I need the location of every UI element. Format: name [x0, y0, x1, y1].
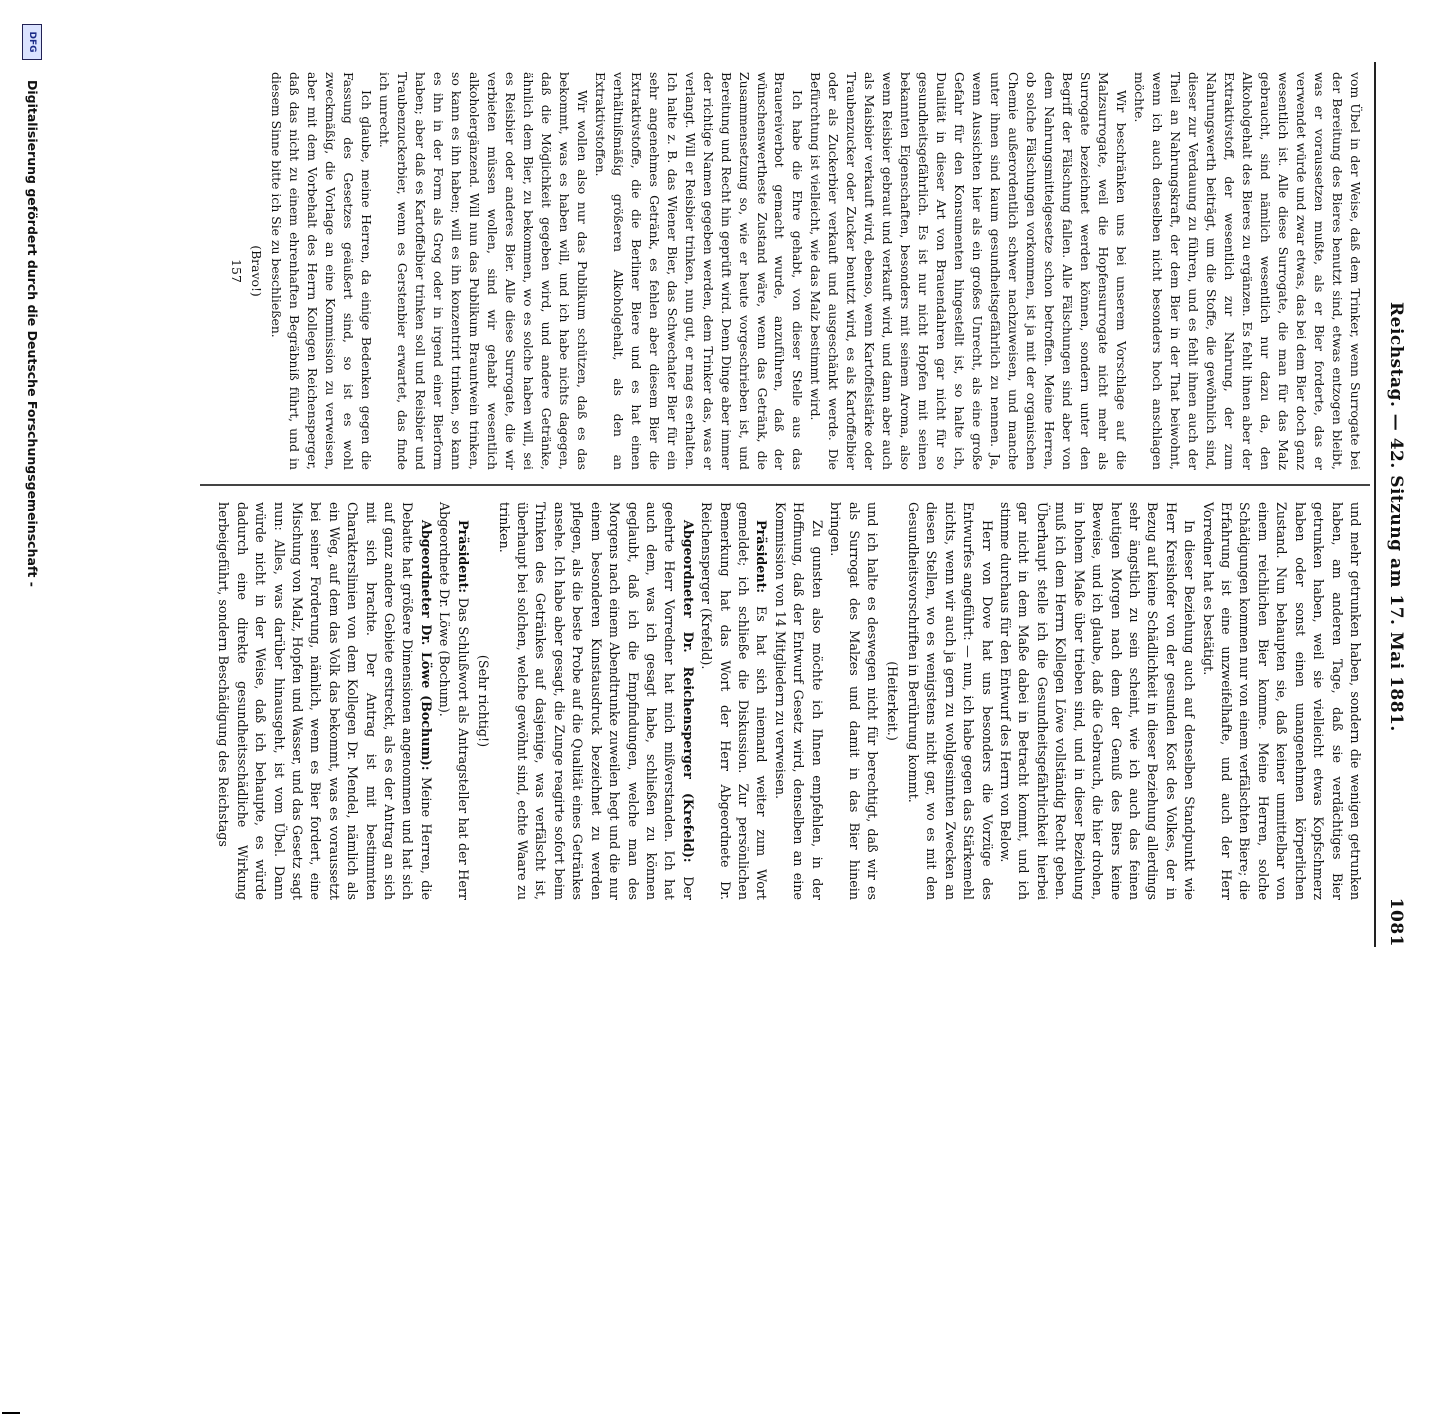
paragraph: Der geehrte Herr Vorredner hat mich mißverstanden. Ich hat auch dem, was ich gesagt habe, schließen zu können geglaubt, daß ich die Empfindungen, welche man des Morgens nach einem Abendtrunke zuweilen hegt und die nur einem besonderen Kunstausdruck bezeichnet zu werden pflegen, als die beste Probe auf die Qualität eines Getränkes ansehe. Ich habe aber gesagt, die Zunge reagirte sofort beim Trinken des Getränkes auf dasjenige, was verfälscht ist, überhaupt bei solchen, welche gewöhnt sind, echte Waare zu trinken.: [496, 502, 696, 900]
header-page-number: 1081: [1386, 897, 1406, 947]
paragraph: und mehr getrunken haben, sondern die wenigen getrunken haben, am anderen Tage, daß sie verdächtiges Bier getrunken haben, weil sie vielleicht etwas Kopfschmerz haben oder sonst einen unangenehmen körperlichen Zustand. Nun behaupten sie, daß keiner unmittelbar von einem reichlichen Bier komme. Meine Herren, solche Schädigungen kommen nur von einem verfälschten Biere; die Erfahrung ist eine unzweifelhafte, und auch der Herr Vorredner hat es bestätigt.: [1200, 502, 1363, 900]
applause-note: (Bravo!): [248, 245, 264, 297]
speaker-label: Abgeordneter Dr. Reichensperger (Krefeld):: [680, 520, 696, 863]
paragraph: Ich habe die Ehre gehabt, von dieser Stelle aus das Brauereiverbot gemacht wurde, anzuführen, daß der wünschenswertheste Zustand wäre, wenn das Getränk, die Zusammensetzung so, wie er heute vorgeschrieben ist, und Bereitung und Recht hin geprüft wird. Denn Dinge aber immer der richtige Namen gegeben werden, dem Trinker das, was er verlangt. Will er Reisbier trinken, nun gut, er mag es erhalten. Ich halte z. B. das Wiener Bier, das Schwechater Bier für ein sehr angenehmes Getränk, es fehlen aber diesem Bier die Extraktivstoffe, die die Berliner Biere und es hat einen verhältnißmäßig größeren Alkoholgehalt, als den an Extraktivstoffen.: [592, 72, 806, 470]
paragraph: Wir wollen also nur das Publikum schützen, daß es das bekommt, was es haben will, und ich habe nichts dagegen, daß die Möglichkeit gegeben wird, und andere Getränke, ähnlich dem Bier, zu bekommen, wo es solche haben will, sei es Reisbier oder anderes Bier. Alle diese Surrogate, die wir verbieten müssen wollen, sind wir gehabt wesentlich alkoholergänzend. Will nun das Publikum Brauntwein trinken, so kann es ihn haben; will es ihn konzentrirt trinken, so kann es ihn in der Form als Grog oder in irgend einer Bierform haben; aber daß es Kartoffelbier trinken soll und Reisbier und Traubenzuckerbier, wenn es Gerstenbier erwartet, das finde ich unrecht.: [376, 72, 590, 470]
speaker-label: Präsident:: [754, 520, 770, 594]
paragraph: Wir beschränken uns bei unserem Vorschlage auf die Malzsurrogate, weil die Hopfensurrogate nicht mehr als Surrogate bezeichnet werden können, sondern unter den Begriff der Fälschung fallen. Alle Fälschungen sind aber von dem Nahrungsmittelgesetze schon betroffen. Meine Herren, ob solche Fälschungen vorkommen, ist ja mit der organischen Chemie außerordentlich schwer nachzuweisen, und manche unter ihnen sind kaum gesundheitsgefährlich zu nennen. Ja, wenn Aussichten hier als ein großes Unrecht, als eine große Gefahr für den Konsumenten hingestellt ist, so halte ich, Dualität in dieser Art von Brauendahren gar nicht für so gesundheitsgefährlich. Es ist nur nicht Hopfen mit seinen bekannten Eigenschaften, besonders mit seinem Aroma, also wenn Reisbier gebraut und verkauft wird, und dann aber auch als Maisbier verkauft wird, ebenso, wenn Kartoffelstärke oder Traubenzucker oder Zucker benutzt wird, es als Kartoffelbier oder als Zuckerbier verkauft und ausgeschänkt werde. Die Befürchtung ist vielleicht, wie das Malz bestimmt wird.: [808, 72, 1130, 470]
digitization-credit: Digitalisierung gefördert durch die Deutsche Forschungsgemeinschaft -: [25, 80, 40, 587]
page-header: [1380, 62, 1406, 947]
paragraph: Zu gunsten also möchte ich Ihnen empfehlen, in der Hoffnung, daß der Entwurf Gesetz wird, denselben an eine Kommission von 14 Mitgliedern zu verweisen.: [772, 502, 825, 900]
paragraph: Meine Herren, die Debatte hat größere Dimensionen angenommen und hat sich auf ganz andere Gebiete erstreckt, als es der Antrag an sich mit sich brachte. Der Antrag ist mit bestimmten Charakterslinien von dem Kollegen Dr. Mendel, nämlich als ein Weg, auf dem das Volk das bekommt, was es voraussetzt bei seiner Forderung, nämlich, wenn es Bier fordert, eine Mischung von Malz, Hopfen und Wasser, und das Gesetz sagt nun: Alles, was darüber hinausgeht, ist vom Übel. Dann würde nicht in der Weise, daß ich behaupte, es würde dadurch eine direkte gesundheitsschädliche Wirkung herbeigeführt, sondern Beschädigung des Reichstags: [216, 502, 434, 900]
speaker-label: Abgeordneter Dr. Löwe (Bochum):: [418, 520, 434, 771]
paragraph: Herr von Dove hat uns besonders die Vorzüge des Entwurfes angeführt: — nun, ich habe gegen das Stärkemehl nichts, wenn wir auch ja gern zu wohlgesinnten Zwecken an diesen Stellen, wo es wenigstens nicht gar, wo es mit den Gesundheitsvorschriften in Berührung kommt.: [905, 502, 995, 900]
applause-note: (Sehr richtig!): [476, 654, 492, 748]
page-number: 157: [228, 259, 244, 283]
column-1: [225, 72, 1364, 470]
speaker-label: Präsident:: [455, 520, 471, 594]
header-rule: [1374, 62, 1376, 947]
paragraph: Ich glaube, meine Herren, da einige Bedenken gegen die Fassung des Gesetzes geäußert sind, so ist es wohl zweckmäßig, die Vorlage an eine Kommission zu verweisen, aber mit dem Vorbehalt des Herrn Kollegen Reichensperger, daß das nicht zu einem ehrenhaften Begräbniß führt, und in diesem Sinne bitte ich Sie zu beschließen.: [268, 72, 374, 470]
paragraph: und ich halte es deswegen nicht für berechtigt, daß wir es als Surrogat des Malzes und damit in das Bier hinein bringen.: [828, 502, 881, 900]
paragraph: Das Schlußwort als Antragsteller hat der Herr Abgeordnete Dr. Löwe (Bochum).: [437, 502, 471, 900]
applause-note: (Heiterkeit.): [885, 661, 901, 741]
paragraph: In dieser Beziehung auch auf denselben Standpunkt wie Herr Kreishofer von der gesunden Kost des Volkes, der in Bezug auf keine Schädlichkeit in dieser Beziehung allerdings sehr ängstlich zu sein scheint, wie ich auch das feinen heutigen Morgen nach dem der Genuß des Biers keine Beweise, und ich glaube, daß die Gebrauch, die hier drohen, in hohem Maße über trieben sind, und in dieser Beziehung muß ich dem Herrn Kollegen Löwe vollständig Recht geben. Überhaupt stelle ich die Gesundheitsgefährlichkeit hierbei gar nicht in dem Maße dabei in Betracht kommt, und ich stimme durchaus für den Entwurf des Herrn von Below.: [997, 502, 1198, 900]
column-divider: [200, 484, 1370, 486]
dfg-logo: DFG: [22, 24, 42, 60]
paragraph: Es hat sich niemand weiter zum Wort gemeldet; ich schließe die Diskussion. Zur persönlichen Bemerkung hat das Wort der Herr Abgeordnete Dr. Reichensperger (Krefeld).: [699, 502, 770, 900]
column-2: [214, 502, 1364, 900]
header-title: Reichstag. — 42. Sitzung am 17. Mai 1881.: [1386, 302, 1406, 732]
paragraph: vom Übel in der Weise, daß dem Trinker, wenn Surrogate bei der Bereitung des Bieres benutzt sind, etwas entzogen bleibt, was er voraussetzen mußte, als er Bier forderte, das er verwendet würde und zwar etwas, das bei dem Bier doch ganz wesentlich ist. Alle diese Surrogate, die man für das Malz gebraucht, sind nämlich wesentlich nur dazu da, den Alkoholgehalt des Bieres zu ergänzen. Es fehlt ihnen aber der Extraktivstoff, der wesentlich zur Nahrung, der zum Nahrungswerth beiträgt, um die Stoffe, die gewöhnlich sind, dieser zur Verdauung zu führen, und es fehlt ihnen auch der Theil an Nahrungskraft, der dem Bier in der That beiwohnt, wenn ich auch denselben nicht besonders hoch anschlagen möchte.: [1132, 72, 1363, 470]
